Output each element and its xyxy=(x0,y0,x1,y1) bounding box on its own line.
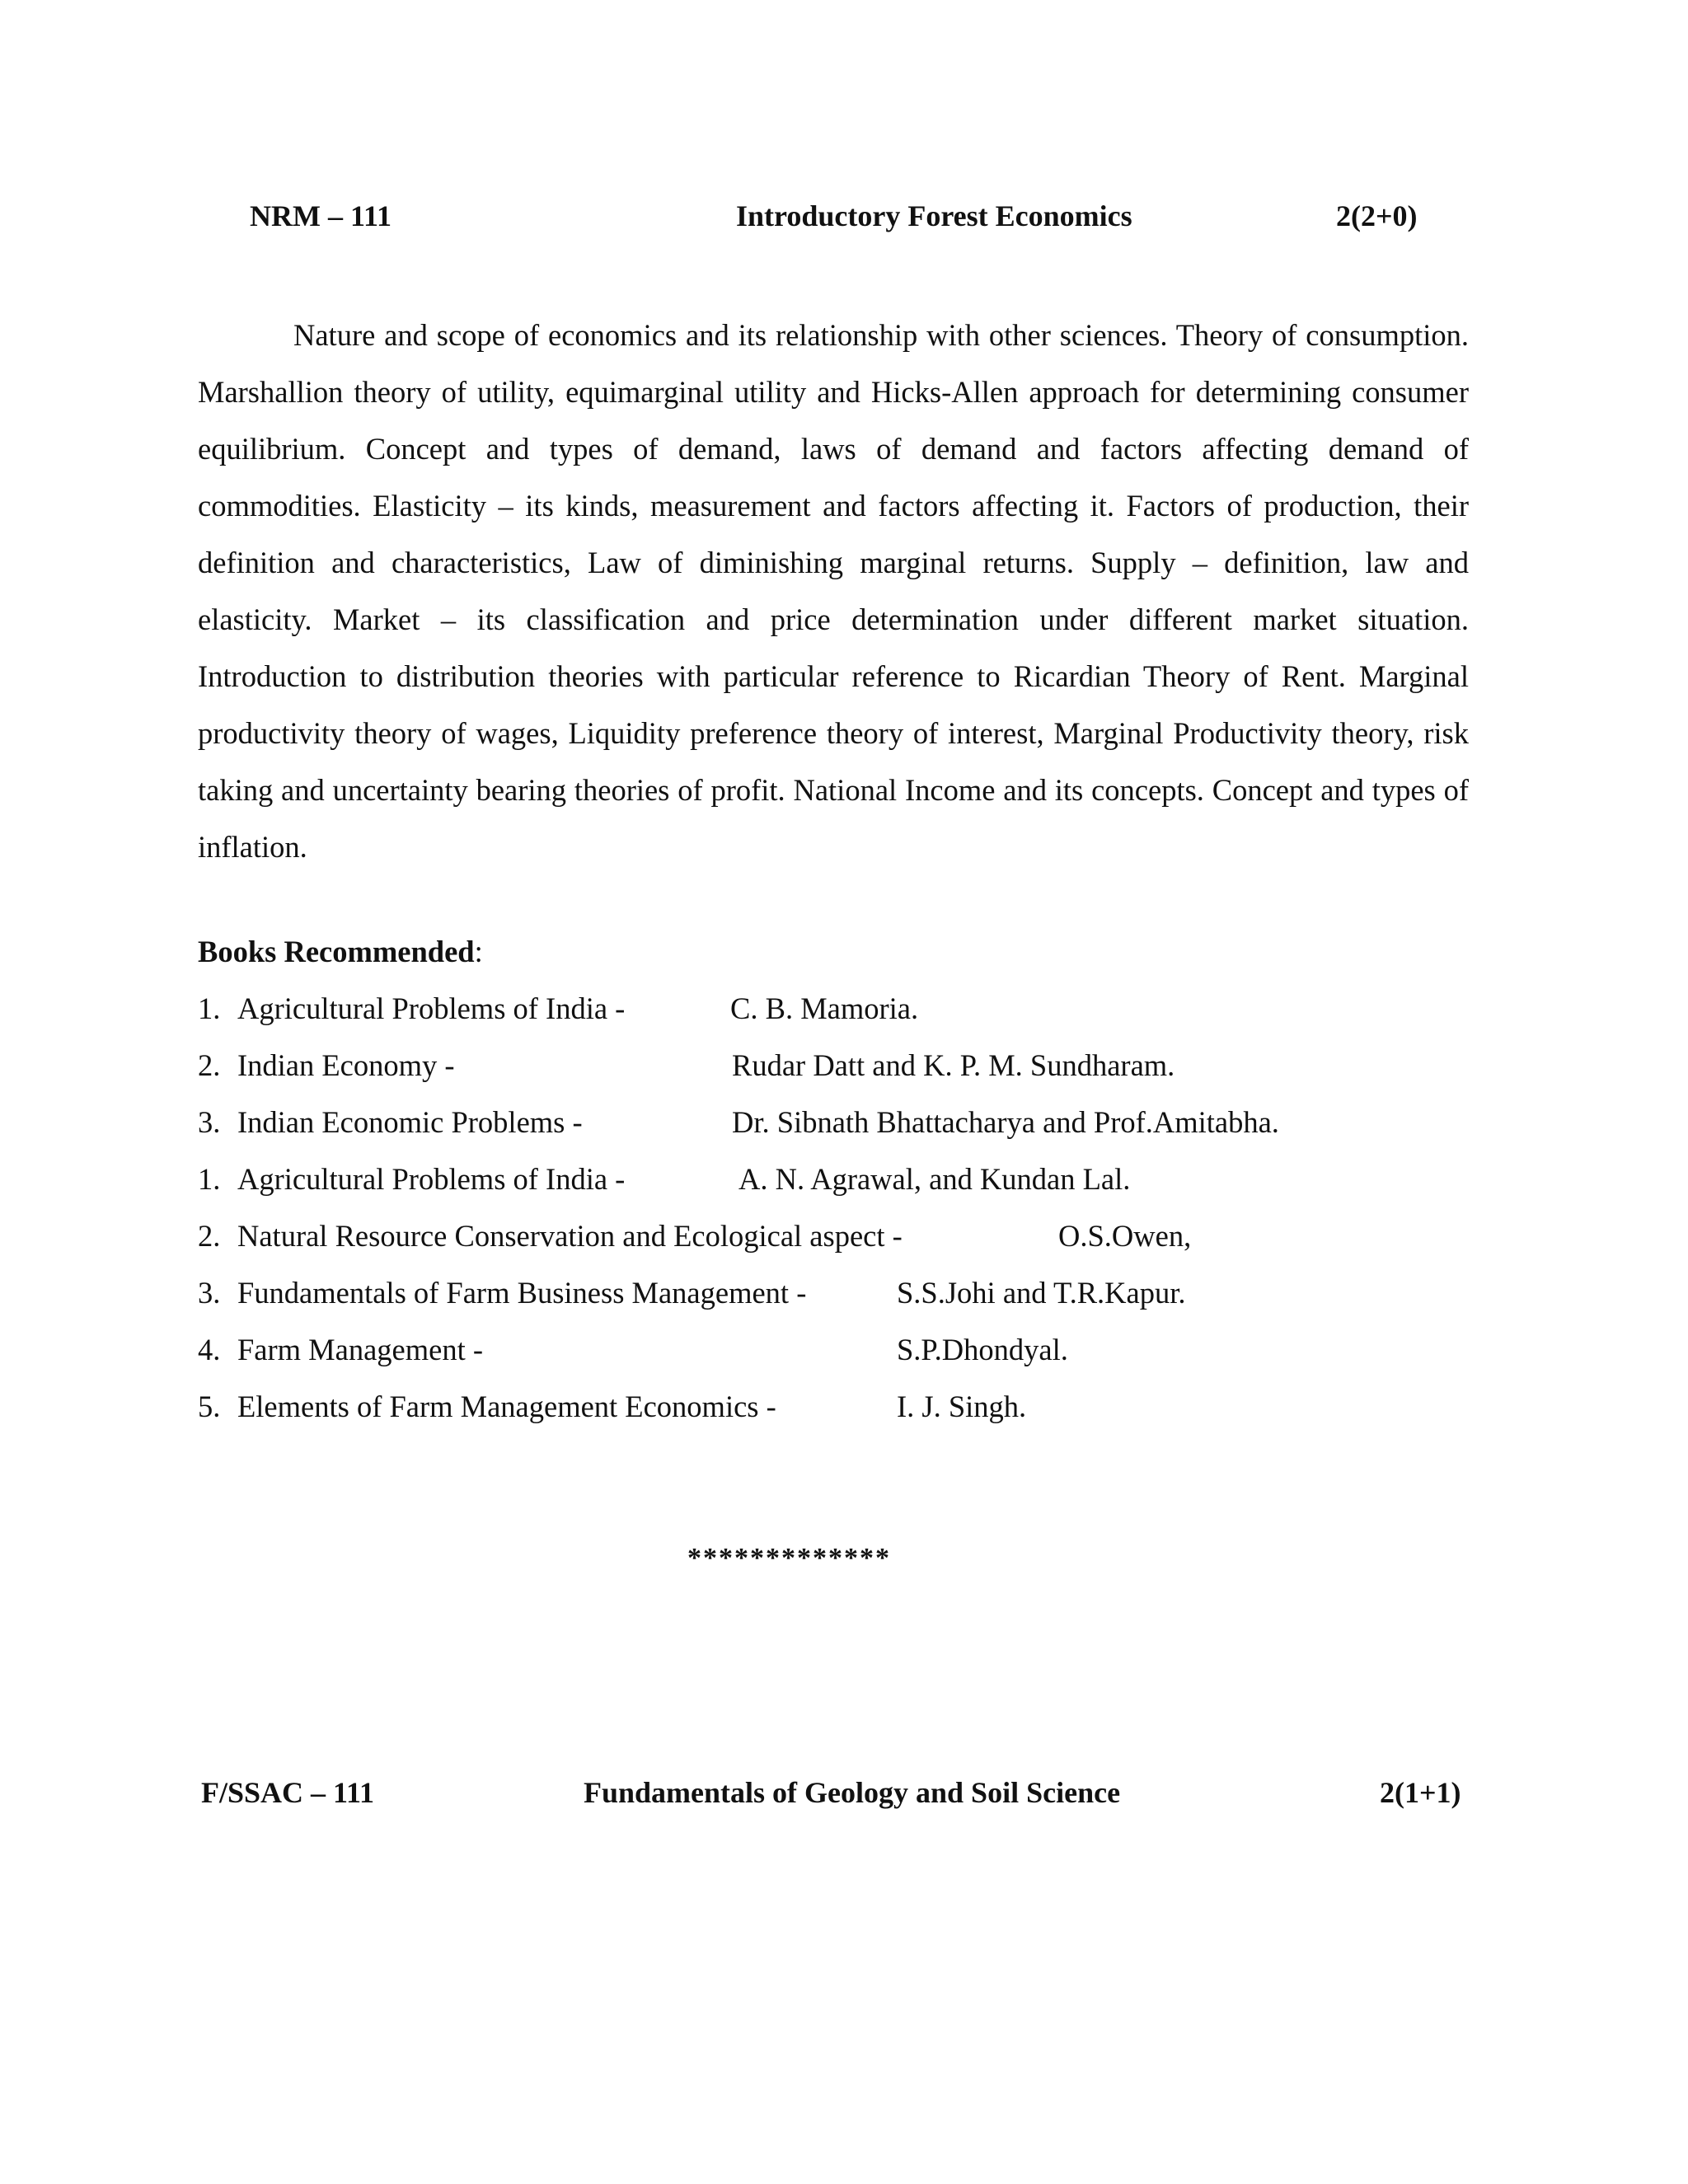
book-title: Indian Economic Problems - xyxy=(237,1105,583,1139)
book-author: A. N. Agrawal, and Kundan Lal. xyxy=(738,1162,1131,1196)
book-author: Dr. Sibnath Bhattacharya and Prof.Amitabha. xyxy=(732,1105,1279,1139)
book-title: Fundamentals of Farm Business Management - xyxy=(237,1276,807,1310)
book-number: 3. xyxy=(198,1276,221,1310)
book-author: S.S.Johi and T.R.Kapur. xyxy=(897,1276,1186,1310)
book-author: Rudar Datt and K. P. M. Sundharam. xyxy=(732,1048,1175,1082)
course-title: Introductory Forest Economics xyxy=(736,199,1132,232)
book-number: 2. xyxy=(198,1219,221,1253)
course-credits: 2(1+1) xyxy=(1380,1776,1461,1809)
book-number: 3. xyxy=(198,1105,221,1139)
book-number: 4. xyxy=(198,1333,221,1366)
books-heading-colon: : xyxy=(474,935,483,968)
book-author: C. B. Mamoria. xyxy=(730,991,919,1025)
book-number: 5. xyxy=(198,1390,221,1423)
course-code: NRM – 111 xyxy=(250,199,392,232)
book-number: 1. xyxy=(198,1162,221,1196)
course-code: F/SSAC – 111 xyxy=(201,1776,375,1809)
book-title: Natural Resource Conservation and Ecological aspect - xyxy=(237,1219,903,1253)
book-number: 2. xyxy=(198,1048,221,1082)
book-number: 1. xyxy=(198,991,221,1025)
book-author: I. J. Singh. xyxy=(897,1390,1027,1423)
section-separator: ************* xyxy=(687,1543,891,1573)
book-author: S.P.Dhondyal. xyxy=(897,1333,1068,1366)
course-credits: 2(2+0) xyxy=(1336,199,1418,232)
course-heading-nrm111 xyxy=(0,199,1688,232)
book-title: Agricultural Problems of India - xyxy=(237,1162,626,1196)
book-title: Indian Economy - xyxy=(237,1048,455,1082)
course-title: Fundamentals of Geology and Soil Science xyxy=(584,1776,1121,1809)
book-title: Farm Management - xyxy=(237,1333,483,1366)
course-heading-fssac111 xyxy=(0,1776,1688,1809)
book-title: Elements of Farm Management Economics - xyxy=(237,1390,776,1423)
book-title: Agricultural Problems of India - xyxy=(237,991,626,1025)
book-author: O.S.Owen, xyxy=(1058,1219,1192,1253)
syllabus-paragraph: Nature and scope of economics and its relationship with other sciences. Theory of consumption. Marshallion theory of utility, equimarginal utility and Hicks-Allen approach for determining consumer equilibrium. Concept and types of demand, laws of demand and factors affecting demand of commodities. Elasticity – its kinds, measurement and factors affecting it. Factors of production, their definition and characteristics, Law of diminishing marginal returns. Supply – definition, law and elasticity. Market – its classification and price determination under different market situation. Introduction to distribution theories with particular reference to Ricardian Theory of Rent. Marginal productivity theory of wages, Liquidity preference theory of interest, Marginal Productivity theory, risk taking and uncertainty bearing theories of profit. National Income and its concepts. Concept and types of inflation. xyxy=(198,318,1469,864)
books-recommended-heading xyxy=(198,935,483,968)
books-heading-text: Books Recommended xyxy=(198,935,475,968)
